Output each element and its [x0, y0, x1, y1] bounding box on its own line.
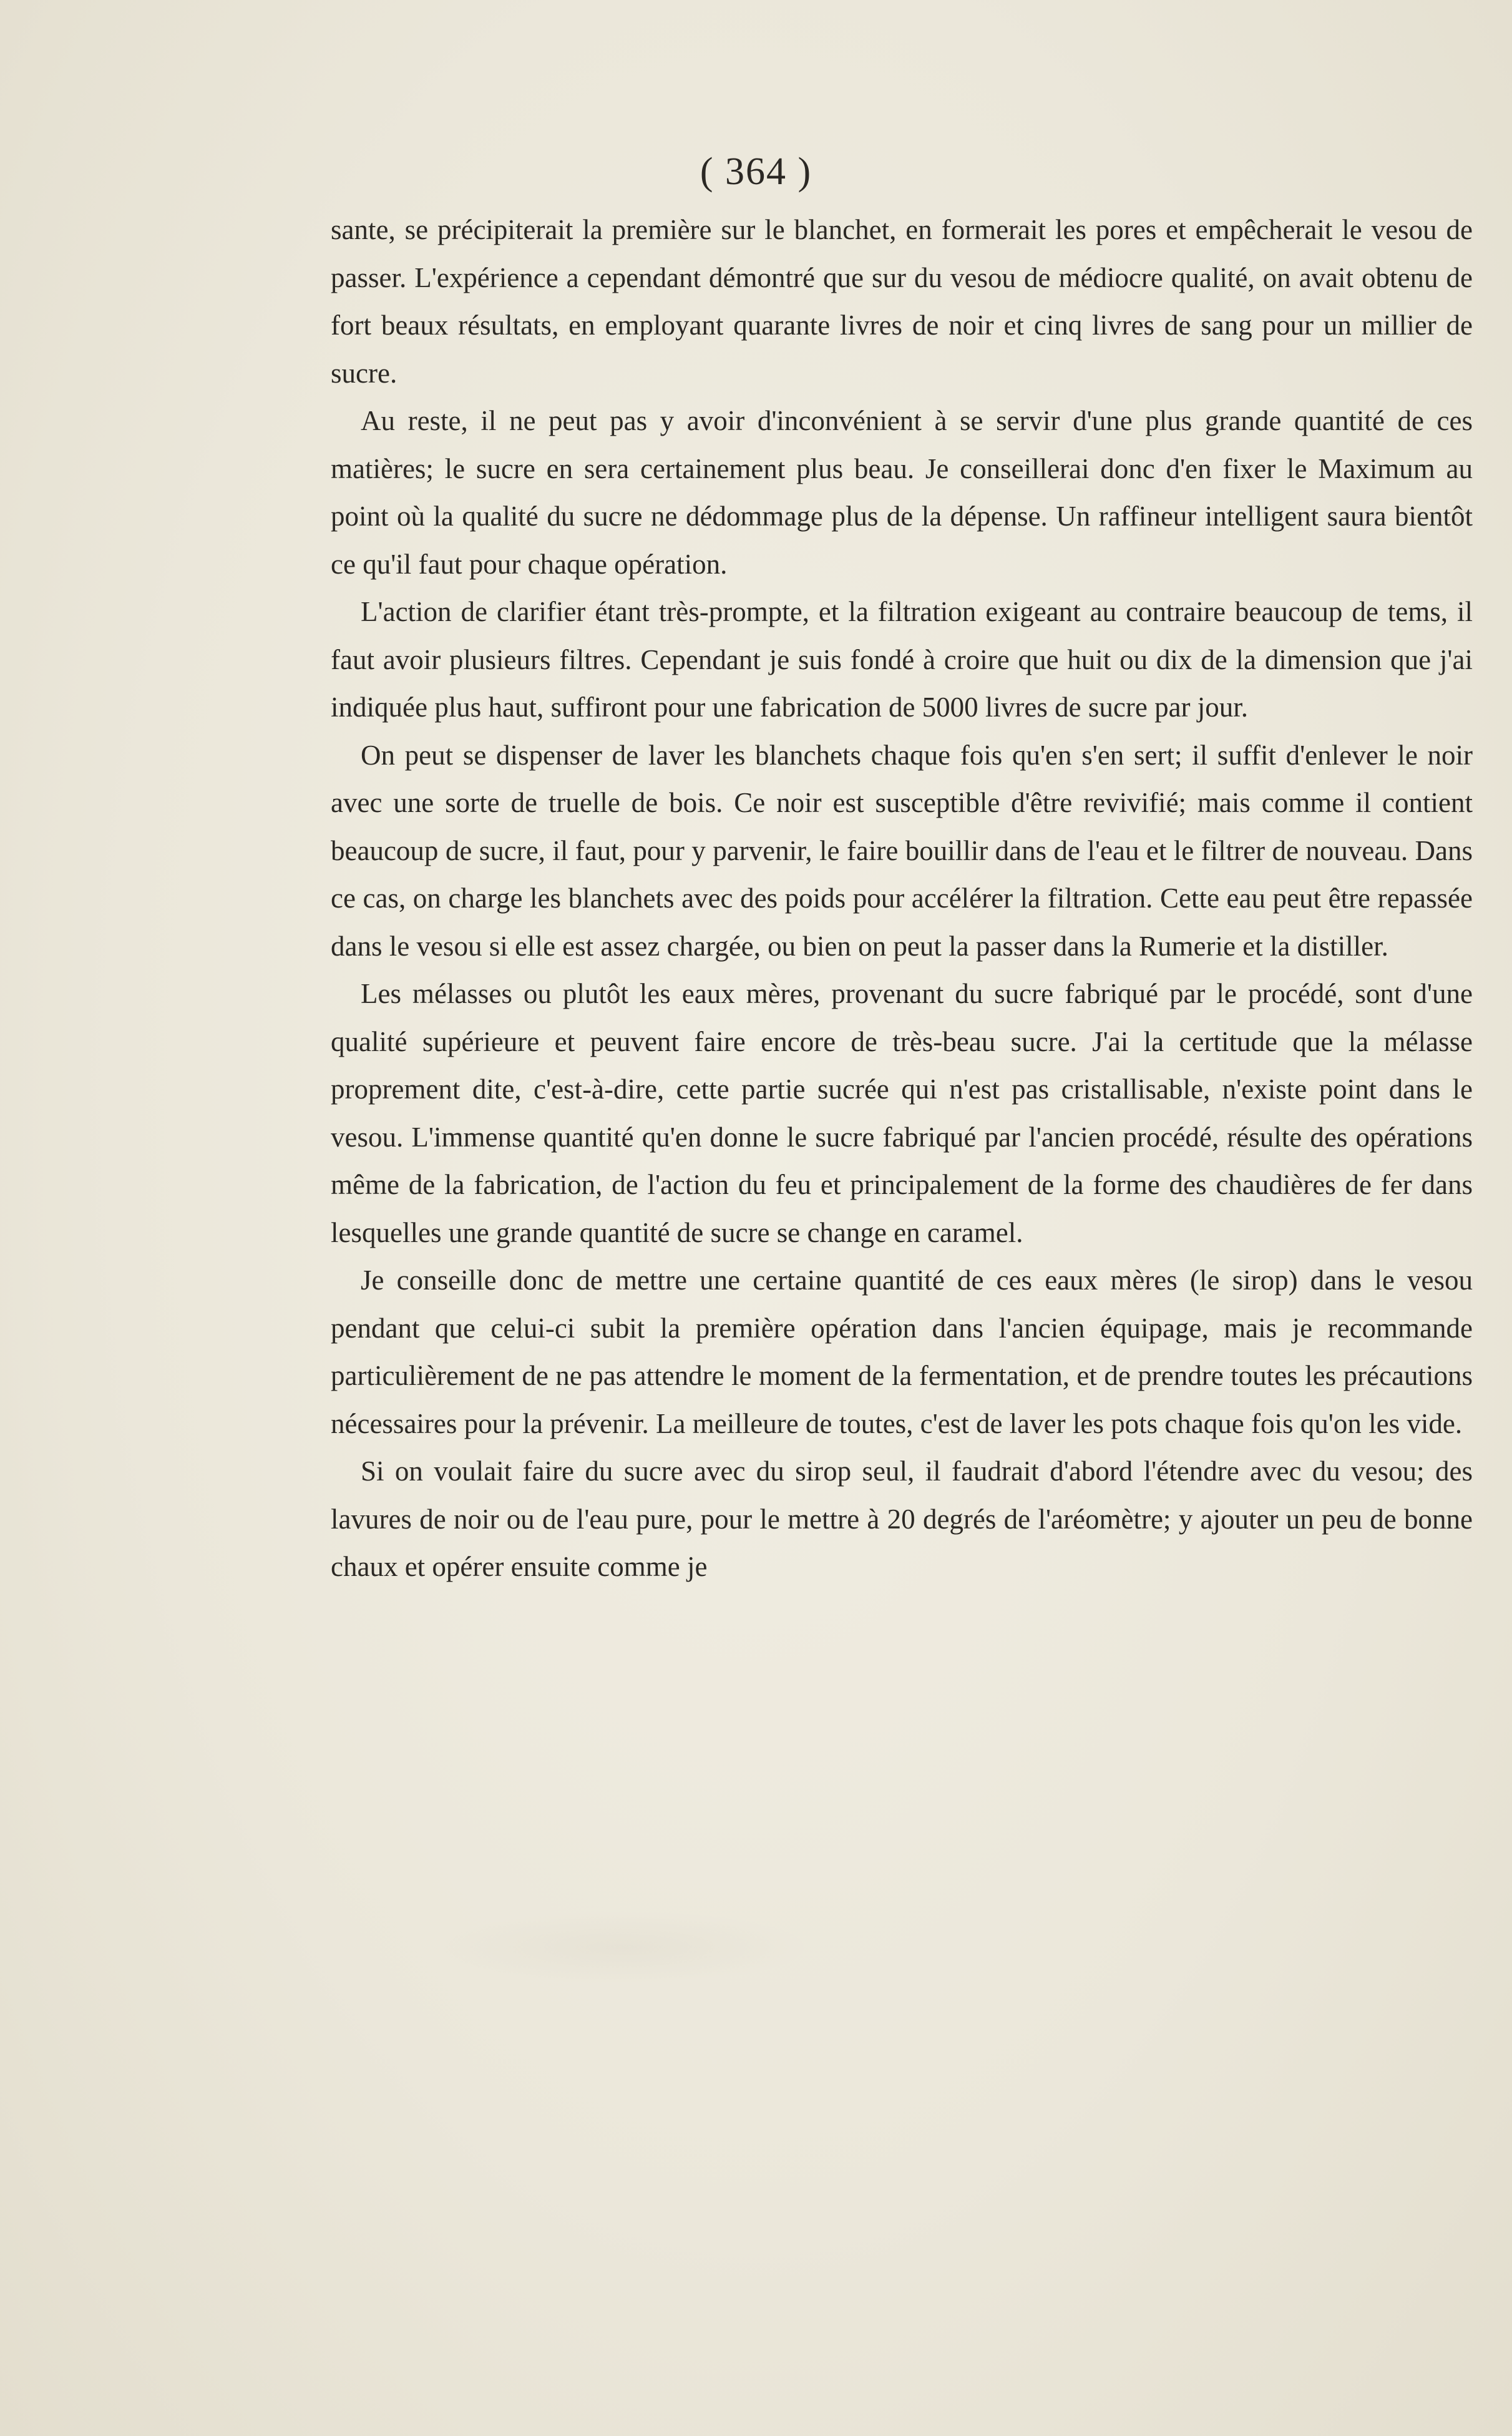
paragraph-5: Les mélasses ou plutôt les eaux mères, provenant du sucre fabriqué par le procédé, sont d'une qualité supérieure et peuvent faire encore de très-beau sucre. J'ai la certitude que la mélasse proprement dite, c'est-à-dire, cette partie sucrée qui n'est pas cristallisable, n'existe point dans le vesou. L'immense quantité qu'en donne le sucre fabriqué par l'ancien procédé, résulte des opérations même de la fabrication, de l'action du feu et principalement de la forme des chaudières de fer dans lesquelles une grande quantité de sucre se change en caramel.: [331, 978, 1473, 1248]
paragraph-4: On peut se dispenser de laver les blanchets chaque fois qu'en s'en sert; il suffit d'enlever le noir avec une sorte de truelle de bois. Ce noir est susceptible d'être revivifié; mais comme il contient beaucoup de sucre, il faut, pour y parvenir, le faire bouillir dans de l'eau et le filtrer de nouveau. Dans ce cas, on charge les blanchets avec des poids pour accélérer la filtration. Cette eau peut être repassée dans le vesou si elle est assez chargée, ou bien on peut la passer dans la Rumerie et la distiller.: [331, 739, 1473, 962]
page-body: [331, 206, 1473, 1591]
paragraph-7: Si on voulait faire du sucre avec du sirop seul, il faudrait d'abord l'étendre avec du vesou; des lavures de noir ou de l'eau pure, pour le mettre à 20 degrés de l'aréomètre; y ajouter un peu de bonne chaux et opérer ensuite comme je: [331, 1455, 1473, 1582]
page-number: ( 364 ): [700, 150, 812, 193]
paper-stain: [437, 1910, 811, 1985]
paragraph-6: Je conseille donc de mettre une certaine quantité de ces eaux mères (le sirop) dans le vesou pendant que celui-ci subit la première opération dans l'ancien équipage, mais je recommande particulièrement de ne pas attendre le moment de la fermentation, et de prendre toutes les précautions nécessaires pour la prévenir. La meilleure de toutes, c'est de laver les pots chaque fois qu'on les vide.: [331, 1264, 1473, 1439]
paragraph-1: sante, se précipiterait la première sur le blanchet, en formerait les pores et empêcherait le vesou de passer. L'expérience a cependant démontré que sur du vesou de médiocre qualité, on avait obtenu de fort beaux résultats, en employant quarante livres de noir et cinq livres de sang pour un millier de sucre.: [331, 214, 1473, 389]
paragraph-2: Au reste, il ne peut pas y avoir d'inconvénient à se servir d'une plus grande quantité de ces matières; le sucre en sera certainement plus beau. Je conseillerai donc d'en fixer le Maximum au point où la qualité du sucre ne dédommage plus de la dépense. Un raffineur intelligent saura bientôt ce qu'il faut pour chaque opération.: [331, 405, 1473, 580]
paragraph-3: L'action de clarifier étant très-prompte, et la filtration exigeant au contraire beaucoup de tems, il faut avoir plusieurs filtres. Cependant je suis fondé à croire que huit ou dix de la dimension que j'ai indiquée plus haut, suffiront pour une fabrication de 5000 livres de sucre par jour.: [331, 596, 1473, 723]
